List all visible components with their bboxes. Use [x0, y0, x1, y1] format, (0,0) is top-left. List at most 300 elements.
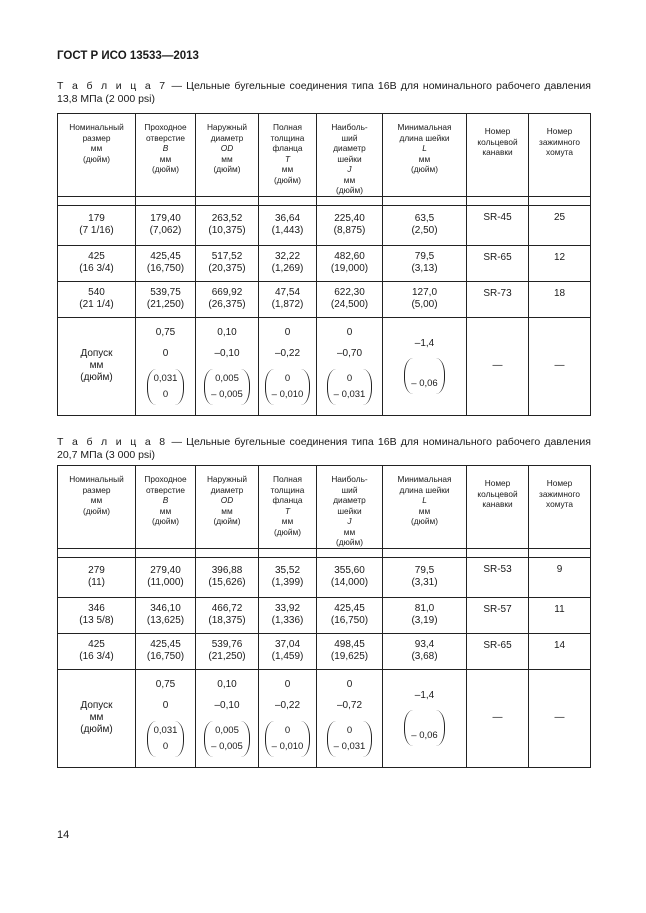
cell-clamp: 9 [529, 557, 591, 597]
cell-j-line: 425,45 [334, 603, 365, 614]
column-header [259, 466, 317, 549]
spacer-cell [529, 196, 591, 205]
table-row [58, 245, 591, 281]
column-header-line: L [422, 495, 427, 505]
column-header-line: канавки [482, 147, 513, 157]
tolerance-stack [138, 679, 193, 757]
cell-size-line: 179 [88, 213, 105, 224]
tolerance-label-line: мм [89, 712, 104, 723]
table-7 [57, 113, 591, 416]
column-header-line: B [162, 495, 169, 505]
cell-b-line: (21,250) [146, 299, 185, 310]
column-header-line: Номер [546, 478, 573, 488]
column-header-line: (дюйм) [152, 164, 179, 174]
tolerance-plus: 0 [346, 679, 353, 690]
column-header [467, 466, 529, 549]
cell-j-line: (8,875) [333, 225, 366, 236]
cell-b [136, 633, 196, 669]
cell-size [58, 597, 136, 633]
tolerance-inch-value: – 0,031 [333, 741, 366, 752]
column-header-line: Проходное [144, 474, 187, 484]
column-header-line: хомута [546, 147, 573, 157]
column-header-line: фланца [272, 495, 303, 505]
tolerance-inch-value: 0,005 [215, 725, 239, 736]
column-header-line: отверстие [146, 132, 185, 143]
column-header-line: мм [90, 495, 103, 505]
column-header [383, 466, 467, 549]
spacer-cell [136, 548, 196, 557]
column-header-line: OD [220, 495, 234, 505]
tolerance-row [58, 669, 591, 767]
cell-t-line: 35,52 [274, 565, 301, 576]
spacer-cell [529, 548, 591, 557]
tolerance-inch-value: 0,031 [153, 725, 178, 736]
cell-b-line: 425,45 [150, 639, 181, 650]
cell-ring: SR-57 [467, 597, 529, 633]
cell-size-line: (13 5/8) [79, 615, 114, 626]
cell-size-line: 425 [88, 251, 105, 262]
cell-size [58, 245, 136, 281]
cell-od [196, 245, 259, 281]
table-8 [57, 465, 591, 768]
column-header-line: (дюйм) [336, 537, 363, 547]
cell-l-line: 79,5 [414, 251, 435, 262]
cell-size [58, 205, 136, 245]
cell-size-line: (11) [87, 577, 106, 588]
cell-t [259, 281, 317, 317]
cell-j-line: 225,40 [334, 213, 365, 224]
header-row [58, 466, 591, 549]
tolerance-inch-value: – 0,010 [271, 741, 304, 752]
column-header-line: Полная [273, 474, 302, 484]
column-header-line: мм [221, 505, 233, 516]
tolerance-stack [319, 679, 380, 757]
cell-size-line: 540 [88, 287, 105, 298]
tolerance-inch-bracket [327, 721, 373, 757]
tolerance-inch-value: 0,005 [215, 373, 239, 384]
table-row [58, 557, 591, 597]
column-header-line: толщина [270, 132, 305, 143]
tolerance-clamp: — [529, 669, 591, 767]
column-header-line: (дюйм) [274, 174, 301, 185]
spacer-cell [383, 196, 467, 205]
cell-l-line: 81,0 [414, 603, 435, 614]
cell-t-line: (1,399) [271, 577, 304, 588]
cell-b [136, 245, 196, 281]
tolerance-inch-value: – 0,010 [271, 389, 304, 400]
tolerance-l [383, 669, 467, 767]
cell-j-line: (14,000) [330, 577, 369, 588]
column-header-line: шейки [337, 505, 362, 516]
tolerance-j [317, 317, 383, 415]
tolerance-plus: 0,10 [217, 679, 237, 690]
column-header [317, 114, 383, 197]
cell-j-line: 622,30 [334, 287, 365, 298]
column-header [196, 114, 259, 197]
table-7-caption [57, 80, 591, 106]
tolerance-stack [385, 690, 464, 746]
column-header-line: мм [281, 516, 294, 526]
tolerance-inch-value: 0 [284, 373, 291, 384]
tolerance-inch-bracket [404, 358, 444, 394]
tolerance-inch-value: 0 [346, 373, 353, 384]
tolerance-label-line: (дюйм) [80, 724, 113, 735]
cell-clamp: 11 [529, 597, 591, 633]
tolerance-inch-bracket [204, 721, 250, 757]
column-header-line: мм [281, 164, 294, 174]
column-header-line: зажимного [539, 136, 580, 147]
column-header-line: хомута [546, 499, 573, 509]
cell-size [58, 633, 136, 669]
column-header-line: мм [418, 153, 431, 164]
tolerance-inch-value [423, 712, 426, 728]
tolerance-plus: 0,10 [217, 327, 237, 338]
column-header-line: Полная [273, 122, 302, 132]
cell-j-line: (19,000) [330, 263, 369, 274]
spacer-cell [383, 548, 467, 557]
cell-t [259, 205, 317, 245]
cell-j [317, 597, 383, 633]
cell-od-line: (20,375) [208, 263, 246, 274]
header-row [58, 114, 591, 197]
column-header [58, 114, 136, 197]
cell-b [136, 281, 196, 317]
cell-l [383, 281, 467, 317]
cell-l-line: 63,5 [414, 213, 435, 224]
column-header-line: Наиболь- [331, 474, 368, 484]
column-header-line: кольцевой [477, 488, 518, 499]
spacer-cell [317, 548, 383, 557]
tolerance-clamp: — [529, 317, 591, 415]
cell-j-line: (24,500) [330, 299, 369, 310]
column-header-line: (дюйм) [274, 526, 301, 537]
column-header-line: размер [82, 132, 111, 143]
cell-l-line: (3,31) [411, 577, 438, 588]
page-number: 14 [57, 829, 70, 841]
tolerance-inch-value: – 0,06 [411, 378, 438, 389]
cell-t-line: 37,04 [274, 639, 301, 650]
tolerance-minus: –0,22 [274, 348, 301, 359]
tolerance-l [383, 317, 467, 415]
cell-clamp: 25 [529, 205, 591, 245]
tolerance-inch-value: – 0,005 [211, 741, 243, 752]
column-header-line: диаметр [210, 484, 244, 495]
column-header [136, 466, 196, 549]
tolerance-minus: –0,22 [274, 700, 301, 711]
tolerance-inch-value: 0 [284, 725, 291, 736]
column-header [317, 466, 383, 549]
cell-l-line: 79,5 [414, 565, 435, 576]
tolerance-inch-value: 0 [346, 725, 353, 736]
cell-l-line: (2,50) [411, 225, 438, 236]
table-row [58, 205, 591, 245]
cell-l-line: 93,4 [414, 639, 435, 650]
spacer-cell [58, 196, 136, 205]
column-header-line: мм [418, 505, 431, 516]
column-header-line: T [284, 153, 291, 164]
table-7-caption-text: — Цельные бугельные соединения типа 16В для номинального рабочего давления 13,8 МПа (2 000 psi) [57, 80, 591, 105]
cell-od [196, 205, 259, 245]
column-header-line: OD [220, 143, 234, 153]
column-header [259, 114, 317, 197]
tolerance-inch-bracket [147, 721, 185, 757]
cell-od-line: 517,52 [211, 251, 243, 262]
spacer-cell [467, 196, 529, 205]
cell-l [383, 633, 467, 669]
tolerance-ring: — [467, 669, 529, 767]
cell-l [383, 245, 467, 281]
cell-l [383, 205, 467, 245]
cell-od-line: (15,626) [208, 577, 246, 588]
column-header-line: J [347, 516, 352, 526]
tolerance-inch-bracket [404, 710, 444, 746]
cell-l-line: (3,13) [411, 263, 438, 274]
column-header [529, 466, 591, 549]
cell-b-line: 539,75 [150, 287, 181, 298]
cell-b [136, 557, 196, 597]
column-header-line: ший [341, 484, 358, 495]
tolerance-inch-value: 0 [162, 741, 169, 752]
cell-l-line: (5,00) [411, 299, 438, 310]
spacer-row [58, 196, 591, 205]
column-header [58, 466, 136, 549]
cell-t-line: (1,872) [271, 299, 304, 310]
tolerance-value: –1,4 [414, 338, 435, 349]
cell-od-line: (26,375) [208, 299, 246, 310]
cell-od-line: 466,72 [211, 603, 243, 614]
cell-j [317, 245, 383, 281]
column-header-line: канавки [482, 499, 513, 509]
cell-b-line: (16,750) [146, 651, 185, 662]
cell-size-line: 346 [88, 603, 105, 614]
cell-size [58, 281, 136, 317]
cell-t-line: 47,54 [274, 287, 301, 298]
document-header: ГОСТ Р ИСО 13533—2013 [57, 50, 199, 62]
column-header-line: J [347, 164, 352, 174]
tolerance-b [136, 317, 196, 415]
column-header-line: (дюйм) [213, 516, 241, 526]
cell-clamp: 18 [529, 281, 591, 317]
column-header-line: (дюйм) [152, 516, 179, 526]
column-header-line: Номер [484, 126, 511, 136]
tolerance-ring: — [467, 317, 529, 415]
cell-od [196, 281, 259, 317]
tolerance-plus: 0 [284, 679, 291, 690]
tolerance-j [317, 669, 383, 767]
cell-ring: SR-65 [467, 245, 529, 281]
cell-l [383, 557, 467, 597]
cell-j [317, 205, 383, 245]
cell-j-line: 482,60 [334, 251, 365, 262]
table-8-caption-text: — Цельные бугельные соединения типа 16В для номинального рабочего давления 20,7 МПа (3 000 psi) [57, 436, 591, 461]
table-row [58, 281, 591, 317]
tolerance-inch-value [423, 360, 426, 376]
column-header-line: B [162, 143, 169, 153]
tolerance-label [58, 317, 136, 415]
table-8-caption [57, 436, 591, 462]
column-header [467, 114, 529, 197]
cell-size-line: (16 3/4) [79, 263, 114, 274]
cell-t-line: 36,64 [274, 213, 301, 224]
column-header-line: мм [90, 143, 103, 153]
tolerance-inch-bracket [204, 369, 250, 405]
cell-b-line: 279,40 [150, 565, 181, 576]
cell-size-line: (21 1/4) [79, 299, 114, 310]
cell-l [383, 597, 467, 633]
tolerance-label-line: Допуск [80, 348, 113, 359]
tolerance-od [196, 317, 259, 415]
cell-b [136, 205, 196, 245]
tolerance-inch-value: 0 [162, 389, 169, 400]
table-8-caption-prefix: Т а б л и ц а 8 [57, 436, 168, 448]
cell-ring: SR-73 [467, 281, 529, 317]
tolerance-row [58, 317, 591, 415]
tolerance-inch-bracket [265, 721, 311, 757]
cell-clamp: 14 [529, 633, 591, 669]
column-header-line: длина шейки [399, 484, 450, 495]
tolerance-stack [385, 338, 464, 394]
tolerance-inch-value: – 0,06 [411, 730, 438, 741]
tolerance-minus: 0 [162, 348, 169, 359]
tolerance-plus: 0,75 [155, 679, 176, 690]
tolerance-plus: 0 [284, 327, 291, 338]
cell-ring: SR-45 [467, 205, 529, 245]
cell-t [259, 245, 317, 281]
tolerance-stack [138, 327, 193, 405]
tolerance-inch-value: – 0,031 [333, 389, 366, 400]
cell-ring: SR-53 [467, 557, 529, 597]
tolerance-label-line: мм [89, 360, 104, 371]
tolerance-label-line: (дюйм) [80, 372, 113, 383]
cell-t [259, 597, 317, 633]
tolerance-stack [198, 327, 256, 405]
tolerance-inch-bracket [265, 369, 311, 405]
cell-od-line: 539,76 [211, 639, 243, 650]
table-7-caption-prefix: Т а б л и ц а 7 [57, 80, 168, 92]
column-header-line: L [422, 143, 427, 153]
cell-size-line: 425 [88, 639, 105, 650]
table-row [58, 597, 591, 633]
cell-j-line: (19,625) [330, 651, 369, 662]
cell-j [317, 557, 383, 597]
tolerance-inch-value: 0,031 [153, 373, 178, 384]
column-header-line: мм [159, 153, 172, 164]
cell-od [196, 597, 259, 633]
cell-b-line: (16,750) [146, 263, 185, 274]
cell-size-line: 279 [88, 565, 105, 576]
tolerance-label [58, 669, 136, 767]
tolerance-inch-bracket [147, 369, 185, 405]
tolerance-b [136, 669, 196, 767]
spacer-cell [196, 548, 259, 557]
cell-l-line: (3,68) [411, 651, 438, 662]
spacer-cell [58, 548, 136, 557]
spacer-cell [467, 548, 529, 557]
tolerance-minus: –0,70 [336, 348, 363, 359]
cell-od [196, 557, 259, 597]
tolerance-stack [261, 327, 314, 405]
column-header-line: мм [159, 505, 172, 516]
column-header [383, 114, 467, 197]
column-header-line: (дюйм) [213, 164, 241, 174]
column-header-line: диаметр [333, 495, 366, 505]
column-header-line: кольцевой [477, 136, 518, 147]
column-header-line: Номинальный [69, 122, 124, 132]
column-header-line: диаметр [333, 143, 366, 153]
tolerance-plus: 0 [346, 327, 353, 338]
cell-b-line: 425,45 [150, 251, 181, 262]
cell-od-line: (10,375) [208, 225, 246, 236]
column-header-line: (дюйм) [83, 153, 110, 164]
column-header-line: Номер [484, 478, 511, 488]
cell-l-line: (3,19) [411, 615, 438, 626]
tolerance-label-line: Допуск [80, 700, 113, 711]
cell-b-line: (13,625) [146, 615, 185, 626]
column-header [196, 466, 259, 549]
column-header-line: толщина [270, 484, 305, 495]
column-header-line: Наиболь- [331, 122, 368, 132]
tolerance-stack [198, 679, 256, 757]
cell-j-line: 498,45 [334, 639, 365, 650]
tolerance-minus: –0,10 [214, 700, 240, 711]
column-header-line: (дюйм) [83, 505, 110, 516]
cell-t-line: (1,336) [271, 615, 304, 626]
column-header [136, 114, 196, 197]
cell-b-line: (7,062) [149, 225, 182, 236]
cell-od [196, 633, 259, 669]
column-header-line: зажимного [539, 488, 580, 499]
column-header-line: длина шейки [399, 132, 450, 143]
cell-j [317, 633, 383, 669]
cell-t-line: (1,459) [271, 651, 304, 662]
cell-ring: SR-65 [467, 633, 529, 669]
cell-od-line: 263,52 [211, 213, 243, 224]
column-header-line: размер [82, 484, 111, 495]
cell-size-line: (7 1/16) [79, 225, 114, 236]
column-header-line: шейки [337, 153, 362, 164]
tolerance-stack [319, 327, 380, 405]
column-header-line: мм [343, 526, 356, 537]
cell-j [317, 281, 383, 317]
column-header-line: T [284, 505, 291, 516]
tolerance-inch-value: – 0,005 [211, 389, 243, 400]
spacer-cell [259, 196, 317, 205]
tolerance-value: –1,4 [414, 690, 435, 701]
column-header-line: мм [343, 174, 356, 185]
tolerance-minus: –0,10 [214, 348, 240, 359]
cell-clamp: 12 [529, 245, 591, 281]
tolerance-plus: 0,75 [155, 327, 176, 338]
column-header-line: Наружный [206, 474, 248, 484]
tolerance-minus: –0,72 [336, 700, 363, 711]
cell-t-line: 33,92 [274, 603, 301, 614]
cell-t-line: 32,22 [274, 251, 301, 262]
column-header-line: фланца [272, 143, 303, 153]
column-header-line: (дюйм) [411, 164, 438, 174]
cell-od-line: (18,375) [208, 615, 246, 626]
cell-t [259, 557, 317, 597]
cell-t-line: (1,443) [271, 225, 304, 236]
column-header-line: мм [221, 153, 233, 164]
cell-j-line: (16,750) [330, 615, 369, 626]
column-header-line: Номинальный [69, 474, 124, 484]
cell-size-line: (16 3/4) [79, 651, 114, 662]
column-header-line: (дюйм) [411, 516, 438, 526]
tolerance-minus: 0 [162, 700, 169, 711]
tolerance-inch-bracket [327, 369, 373, 405]
column-header [529, 114, 591, 197]
cell-b-line: (11,000) [147, 577, 184, 588]
